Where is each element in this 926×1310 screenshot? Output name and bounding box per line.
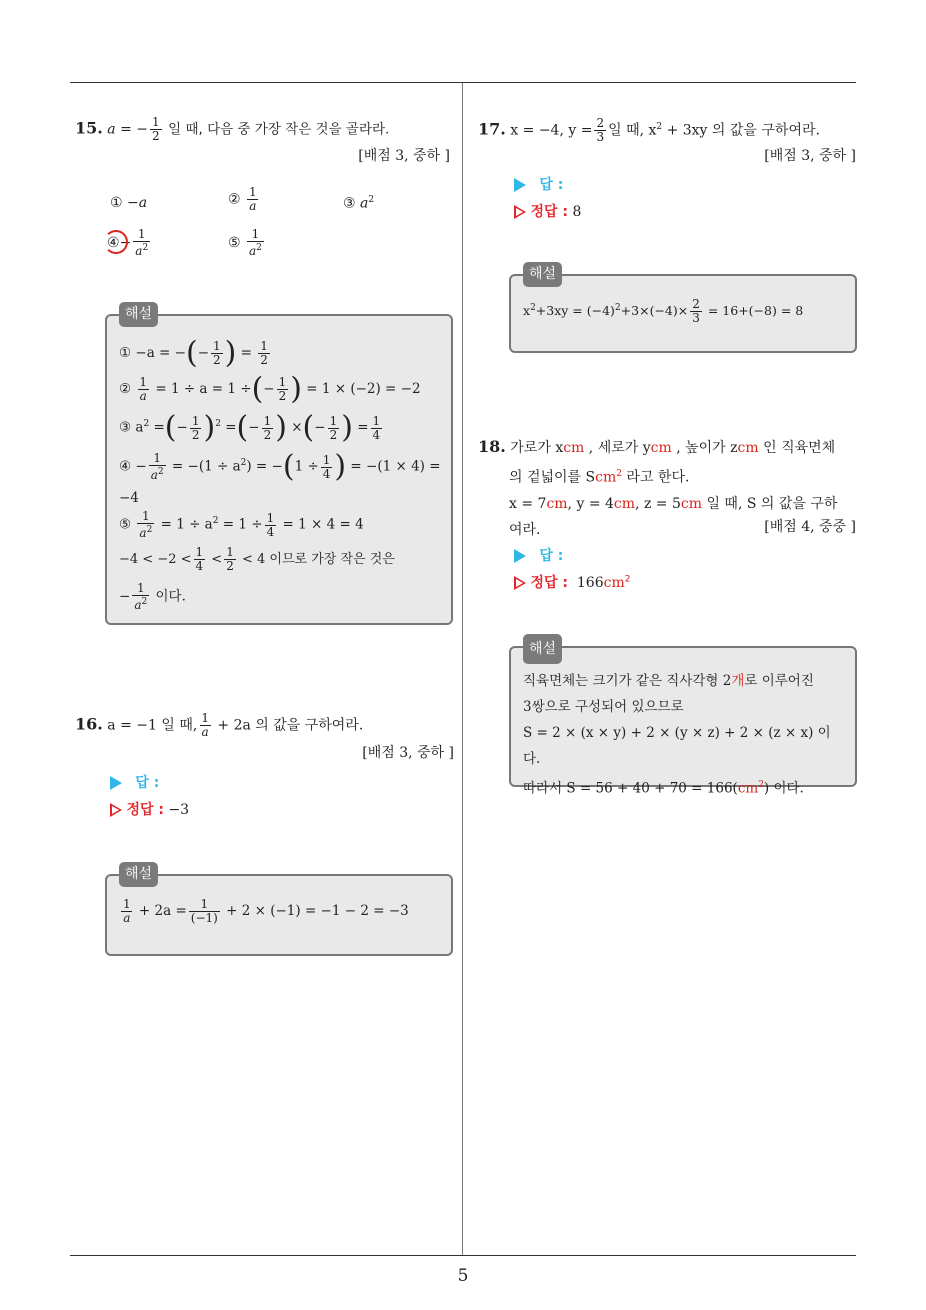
- solution-tag: 해설: [523, 262, 562, 287]
- question-18-answer-row[interactable]: 답 :: [514, 545, 563, 565]
- sol-line-7: − $\frac{1}{a^2}$ 이다.: [119, 581, 186, 612]
- stem-eq: = −: [115, 121, 149, 138]
- outline-triangle-icon: [514, 205, 526, 219]
- choice-2[interactable]: ② $\frac{1}{a}$: [228, 185, 257, 213]
- question-17-correct-row: 정답 : 8: [514, 201, 581, 221]
- question-17-solution: [509, 266, 857, 353]
- question-17-number: 17.: [478, 119, 506, 139]
- sol-line-3: ③ $a^2$ =(− $\frac{1}{2}$ )$^2$ =(− $\frac{1}{2}$ ) ×(− $\frac{1}{2}$ ) = $\frac{1}{4}$: [119, 410, 381, 445]
- question-15-number: 15.: [75, 118, 103, 138]
- column-divider: [462, 83, 463, 1255]
- question-18-correct-row: 정답 : $166cm^2$: [514, 572, 630, 592]
- question-16-number: 16.: [75, 714, 103, 734]
- question-16-answer-row[interactable]: [110, 772, 159, 792]
- question-18-score: [배점 4, 중중 ]: [764, 519, 856, 535]
- sol-line-4b: −4: [119, 490, 139, 506]
- fraction: $\frac{1}{2}$: [152, 115, 160, 143]
- var-a: a: [107, 121, 116, 138]
- outline-triangle-icon: [110, 803, 122, 817]
- sol-line-2: ② $\frac{1}{a}$ = 1 ÷ a = 1 ÷(− $\frac{1}{2}$ ) = 1 × (−2) = −2: [119, 371, 421, 407]
- play-icon: [514, 549, 526, 563]
- bottom-rule: [70, 1255, 856, 1256]
- solution-tag: 해설: [119, 862, 158, 887]
- question-17-stem: 17. x = −4, y = $\frac{2}{3}$ 일 때, $x^2 + 3xy$ 의 값을 구하여라.: [478, 116, 820, 145]
- choice-5[interactable]: ⑤ $\frac{1}{a^2}$: [228, 227, 262, 258]
- question-16-solution: [105, 866, 453, 956]
- sol-line-6: −4 < −2 < $\frac{1}{4}$ < $\frac{1}{2}$ < 4 이므로 가장 작은 것은: [119, 545, 395, 573]
- play-icon: [110, 776, 122, 790]
- outline-triangle-icon: [514, 576, 526, 590]
- sol-line-4: ④ − $\frac{1}{a^2}$ = $-(1 \div a^2) = -(1$ ÷ $\frac{1}{4}$ ) = −(1 × 4) =: [119, 449, 441, 484]
- play-icon: [514, 178, 526, 192]
- question-16-score: [배점 3, 중하 ]: [362, 745, 454, 761]
- choice-1[interactable]: ① −a: [110, 195, 148, 211]
- question-18-solution: 해설 직육면체는 크기가 같은 직사각형 2개로 이루어진 3쌍으로 구성되어 있으므로 S = 2 × (x × y) + 2 × (y × z) + 2 × (z × x) 이다. 따라서 $S = 56 + 40 + 70 = 166(cm^2)$ 이다.: [509, 646, 857, 787]
- sol-line: $x^2+3xy = (-4)^2+3\times(-4)\times$ $\frac{2}{3}$ = 16+(−8) = 8: [523, 297, 804, 326]
- question-18-number: 18.: [478, 437, 506, 456]
- question-15-score: [배점 3, 중하 ]: [358, 148, 450, 164]
- solution-tag: 해설: [119, 302, 158, 327]
- question-18-stem: 18. 가로가 xcm , 세로가 ycm , 높이가 zcm 인 직육면체 의 겉넓이를 Scm$^2$ 라고 한다. x = 7cm, y = 4cm, z = 5cm 일 때, S 의 값을 구하 여라.: [478, 437, 838, 538]
- page-number: 5: [457, 1266, 469, 1286]
- top-rule: [70, 82, 856, 83]
- question-16-stem: 16. a = −1 일 때, $\frac{1}{a}$ + 2a 의 값을 구하여라.: [75, 711, 364, 739]
- sol-line-5: ⑤ $\frac{1}{a^2}$ = $1 \div a^2 = 1$ ÷ $\frac{1}{4}$ = 1 × 4 = 4: [119, 509, 364, 540]
- question-16-correct-row: 정답 : −3: [110, 799, 189, 819]
- selected-answer-circle-icon: [104, 230, 128, 254]
- question-17-score: [배점 3, 중하 ]: [764, 148, 856, 164]
- sol-line: $\frac{1}{a}$ + 2a = $\frac{1}{(-1)}$ + 2 × (−1) = −1 − 2 = −3: [123, 897, 409, 925]
- choice-4[interactable]: ④− $\frac{1}{a^2}$: [107, 227, 149, 258]
- sol-line-1: ① −a = −(− $\frac{1}{2}$ ) = $\frac{1}{2}$: [119, 335, 268, 371]
- solution-tag: 해설: [523, 634, 562, 664]
- question-15-solution: [105, 306, 453, 625]
- answer-label: 답 :: [135, 775, 160, 791]
- stem-text: 일 때, 다음 중 가장 작은 것을 골라라.: [168, 121, 390, 138]
- question-17-answer-row[interactable]: 답 :: [514, 174, 563, 194]
- question-15-stem: [75, 116, 455, 143]
- choice-3[interactable]: ③ $a^2$: [343, 195, 375, 212]
